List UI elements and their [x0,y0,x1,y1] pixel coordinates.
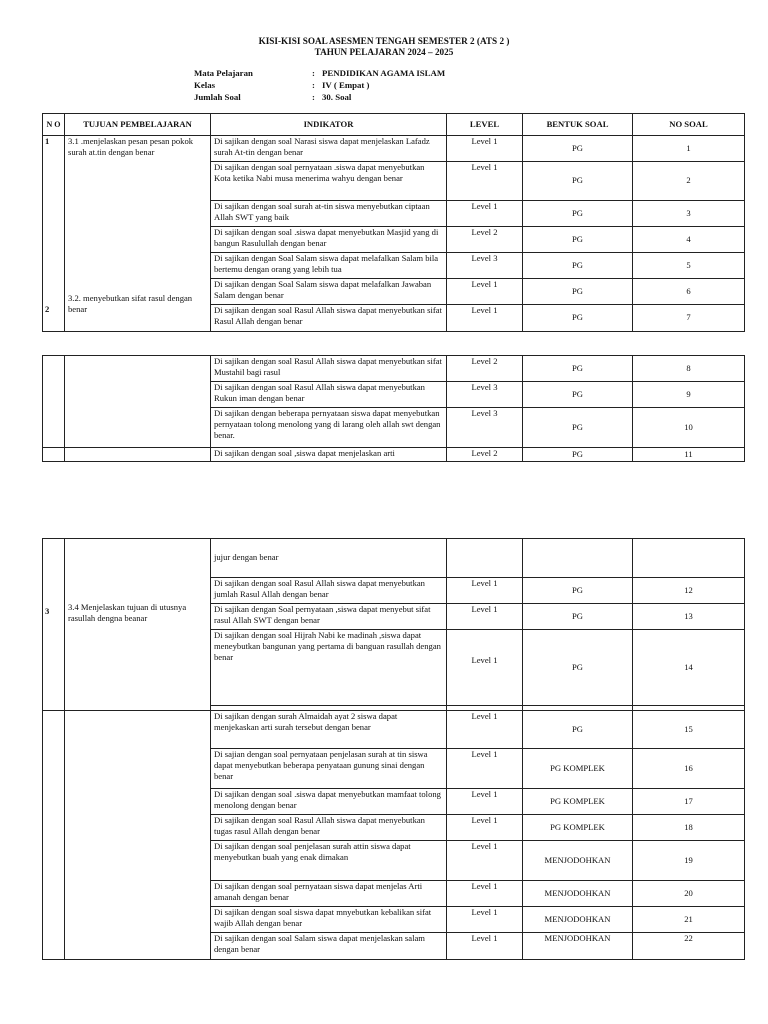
level-cell [447,539,523,578]
indikator-cell: Di sajikan dengan surah Almaidah ayat 2 siswa dapat menjekaskan arti surah tersebut dengan benar [211,711,447,749]
meta-sep: : [312,80,315,90]
table-row [43,136,745,162]
level-cell: Level 1 [447,907,523,933]
indikator-cell: Di sajikan dengan soal Narasi siswa dapat menjelaskan Lafadz surah At-tin dengan benar [211,136,447,162]
col-header-tujuan: TUJUAN PEMBELAJARAN [65,114,211,136]
bentuk-cell: PG [523,279,633,305]
meta-value: PENDIDIKAN AGAMA ISLAM [322,68,446,78]
bentuk-cell: PG [523,711,633,749]
bentuk-cell: PG [523,382,633,408]
nosoal-cell: 5 [633,253,745,279]
level-cell: Level 2 [447,448,523,462]
nosoal-cell: 21 [633,907,745,933]
level-cell: Level 2 [447,356,523,382]
nosoal-cell: 18 [633,815,745,841]
group-cell-no [43,448,65,462]
group-no: 3 [45,606,50,616]
meta-label: Kelas [194,80,216,90]
indikator-cell: Di sajikan dengan soal ,siswa dapat menjelaskan arti [211,448,447,462]
indikator-cell: Di sajikan dengan soal surah at-tin siswa menyebutkan ciptaan Allah SWT yang baik [211,201,447,227]
indikator-cell: Di sajikan dengan soal pernyataan siswa dapat menjelas Arti amanah dengan benar [211,881,447,907]
nosoal-cell: 8 [633,356,745,382]
group-cell-tujuan [65,711,211,960]
indikator-cell: Di sajikan dengan soal Rasul Allah siswa dapat menyebutkan sifat Rasul Allah dengan benar [211,305,447,332]
grid-table-3 [42,538,745,960]
level-cell: Level 1 [447,789,523,815]
level-cell: Level 1 [447,162,523,201]
col-header-bentuk: BENTUK SOAL [523,114,633,136]
nosoal-cell: 12 [633,578,745,604]
nosoal-cell: 7 [633,305,745,332]
nosoal-cell [633,539,745,578]
indikator-cell: Di sajikan dengan Soal Salam siswa dapat melafalkan Jawaban Salam dengan benar [211,279,447,305]
grid-table-2 [42,355,745,462]
indikator-cell: Di sajikan dengan soal .siswa dapat menyebutkan Masjid yang di bangun Rasulullah dengan benar [211,227,447,253]
nosoal-cell: 15 [633,711,745,749]
level-cell: Level 1 [447,711,523,749]
nosoal-cell: 1 [633,136,745,162]
group-no: 2 [45,304,50,314]
nosoal-cell: 19 [633,841,745,881]
doc-title: KISI-KISI SOAL ASESMEN TENGAH SEMESTER 2 (ATS 2 ) [258,36,510,46]
level-cell: Level 3 [447,253,523,279]
bentuk-cell: PG [523,201,633,227]
group-cell-tujuan [65,448,211,462]
nosoal-cell: 17 [633,789,745,815]
nosoal-cell: 20 [633,881,745,907]
meta-label: Jumlah Soal [194,92,241,102]
meta-label: Mata Pelajaran [194,68,253,78]
group-tujuan: 3.2. menyebutkan sifat rasul dengan benar [68,293,193,315]
group-cell-tujuan [65,539,211,711]
level-cell: Level 1 [447,136,523,162]
col-header-indikator: INDIKATOR [211,114,447,136]
meta-value: IV ( Empat ) [322,80,370,90]
indikator-cell: Di sajikan dengan soal Hijrah Nabi ke madinah ,siswa dapat meneybutkan bangunan yang pertama di banguan rasullah dengan benar [211,630,447,706]
table-row [43,539,745,578]
indikator-cell: Di sajikan dengan soal Rasul Allah siswa dapat menyebutkan Rukun iman dengan benar [211,382,447,408]
level-cell: Level 2 [447,227,523,253]
bentuk-cell: PG [523,253,633,279]
meta-sep: : [312,68,315,78]
group-cell-tujuan [65,356,211,448]
col-header-nosoal: NO SOAL [633,114,745,136]
bentuk-cell: PG [523,448,633,462]
indikator-cell: Di sajikan dengan Soal Salam siswa dapat melafalkan Salam bila bertemu dengan orang yang lebih tua [211,253,447,279]
indikator-cell: Di sajikan dengan soal Rasul Allah siswa dapat menyebutkan tugas rasul Allah dengan benar [211,815,447,841]
bentuk-cell: PG KOMPLEK [523,815,633,841]
bentuk-cell: MENJODOHKAN [523,881,633,907]
level-cell: Level 1 [447,578,523,604]
group-cell-no [43,539,65,711]
level-cell: Level 3 [447,408,523,448]
bentuk-cell: PG [523,162,633,201]
group-no: 1 [45,136,50,146]
nosoal-cell: 11 [633,448,745,462]
indikator-cell: Di sajikan dengan soal siswa dapat mnyebutkan kebalikan sifat wajib Allah dengan benar [211,907,447,933]
nosoal-cell: 9 [633,382,745,408]
meta-sep: : [312,92,315,102]
level-cell: Level 1 [447,881,523,907]
meta-value: 30. Soal [322,92,352,102]
col-header-no: N O [43,114,65,136]
indikator-cell: Di sajikan dengan soal .siswa dapat menyebutkan mamfaat tolong menolong dengan benar [211,789,447,815]
level-cell: Level 1 [447,305,523,332]
doc-subtitle: TAHUN PELAJARAN 2024 – 2025 [314,47,454,57]
level-cell: Level 1 [447,604,523,630]
group-cell-tujuan [65,136,211,332]
bentuk-cell [523,539,633,578]
level-cell: Level 1 [447,933,523,960]
group-cell-no [43,711,65,960]
nosoal-cell: 13 [633,604,745,630]
grid-table-1 [42,113,745,332]
bentuk-cell: PG KOMPLEK [523,789,633,815]
group-cell-no [43,136,65,332]
table-header-row [43,114,745,136]
bentuk-cell: PG [523,227,633,253]
level-cell: Level 1 [447,201,523,227]
bentuk-cell: PG [523,136,633,162]
bentuk-cell: PG [523,305,633,332]
group-tujuan: 3.1 .menjelaskan pesan pesan pokok surah at.tin dengan benar [68,136,194,158]
indikator-cell: Di sajikan dengan soal Rasul Allah siswa dapat menyebutkan sifat Mustahil bagi rasul [211,356,447,382]
nosoal-cell: 14 [633,630,745,706]
indikator-cell: Di sajian dengan soal pernyataan penjelasan surah at tin siswa dapat menyebutkan beberapa penyataan gunung sinai dengan benar [211,749,447,789]
bentuk-cell: PG [523,356,633,382]
bentuk-cell: PG [523,578,633,604]
indikator-cell: Di sajikan dengan soal pernyataan .siswa dapat menyebutkan Kota ketika Nabi musa menerima wahyu dengan benar [211,162,447,201]
indikator-cell: Di sajikan dengan Soal pernyataan ,siswa dapat menyebut sifat rasul Allah SWT dengan benar [211,604,447,630]
bentuk-cell: MENJODOHKAN [523,907,633,933]
indikator-cell: Di sajikan dengan beberapa pernyataan siswa dapat menyebutkan pernyataan tolong menolong yang di larang oleh allah swt dengan benar. [211,408,447,448]
bentuk-cell: PG [523,604,633,630]
table-row [43,448,745,462]
level-cell: Level 3 [447,382,523,408]
bentuk-cell: PG [523,630,633,706]
indikator-cell: Di sajikan dengan soal Salam siswa dapat menjelaskan salam dengan benar [211,933,447,960]
indikator-cell: Di sajikan dengan soal Rasul Allah siswa dapat menyebutkan jumlah Rasul Allah dengan benar [211,578,447,604]
nosoal-cell: 3 [633,201,745,227]
nosoal-cell: 22 [633,933,745,960]
group-cell-no [43,356,65,448]
nosoal-cell: 2 [633,162,745,201]
level-cell: Level 1 [447,749,523,789]
level-cell: Level 1 [447,815,523,841]
bentuk-cell: PG KOMPLEK [523,749,633,789]
table-row [43,711,745,749]
nosoal-cell: 6 [633,279,745,305]
indikator-cell: Di sajikan dengan soal penjelasan surah attin siswa dapat menyebutkan buah yang enak dimakan [211,841,447,881]
level-cell: Level 1 [447,630,523,706]
group-tujuan: 3.4 Menjelaskan tujuan di utusnya rasullah dengna beanar [68,602,187,624]
col-header-level: LEVEL [447,114,523,136]
bentuk-cell: PG [523,408,633,448]
level-cell: Level 1 [447,841,523,881]
bentuk-cell: MENJODOHKAN [523,933,633,960]
level-cell: Level 1 [447,279,523,305]
nosoal-cell: 16 [633,749,745,789]
nosoal-cell: 4 [633,227,745,253]
nosoal-cell: 10 [633,408,745,448]
indikator-cell: jujur dengan benar [211,539,447,578]
table-row [43,356,745,382]
bentuk-cell: MENJODOHKAN [523,841,633,881]
